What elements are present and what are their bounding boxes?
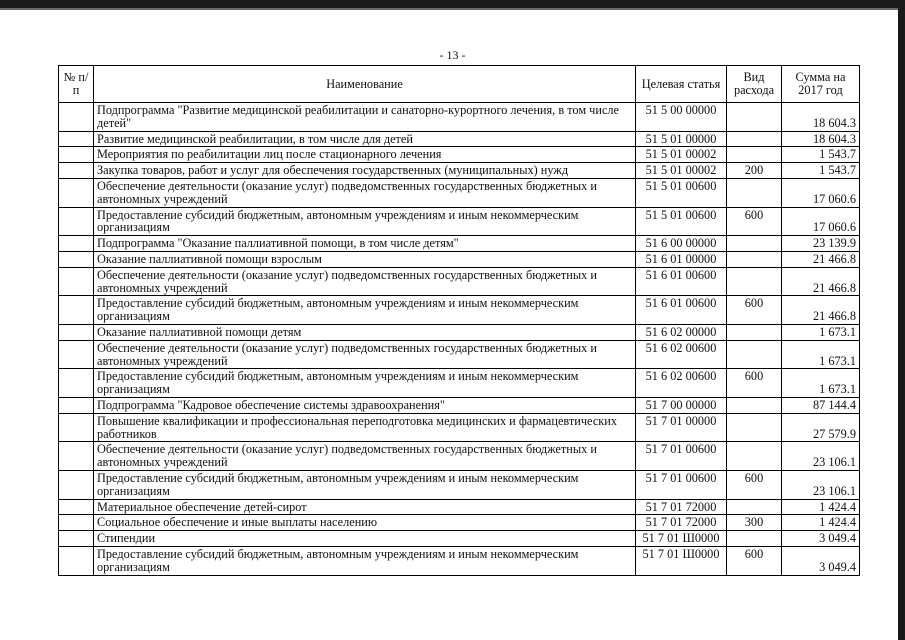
table-row	[59, 397, 860, 413]
row-vid-cell	[727, 236, 782, 252]
table-row	[59, 296, 860, 325]
row-vid-cell	[727, 499, 782, 515]
header-code: Целевая статья	[636, 66, 727, 103]
row-vid-cell	[727, 131, 782, 147]
row-name-cell: Стипендии	[94, 531, 636, 547]
row-code-cell: 51 7 01 Ш0000	[636, 531, 727, 547]
header-vid: Вид расхода	[727, 66, 782, 103]
row-vid-cell	[727, 178, 782, 207]
row-sum-cell: 18 604.3	[782, 103, 860, 132]
row-code-cell: 51 7 01 Ш0000	[636, 546, 727, 575]
row-num-cell	[59, 413, 94, 442]
row-name-cell: Обеспечение деятельности (оказание услуг) подведомственных государственных бюджетных и автономных учреждений	[94, 340, 636, 369]
table-row	[59, 531, 860, 547]
row-sum-cell: 23 139.9	[782, 236, 860, 252]
table-row	[59, 470, 860, 499]
row-num-cell	[59, 531, 94, 547]
row-vid-cell	[727, 413, 782, 442]
row-vid-cell	[727, 442, 782, 471]
header-num: № п/п	[59, 66, 94, 103]
row-code-cell: 51 7 01 00600	[636, 442, 727, 471]
row-name-cell: Обеспечение деятельности (оказание услуг) подведомственных государственных бюджетных и автономных учреждений	[94, 178, 636, 207]
row-num-cell	[59, 442, 94, 471]
row-num-cell	[59, 340, 94, 369]
row-name-cell: Материальное обеспечение детей-сирот	[94, 499, 636, 515]
row-num-cell	[59, 546, 94, 575]
row-num-cell	[59, 103, 94, 132]
row-sum-cell: 1 673.1	[782, 324, 860, 340]
row-name-cell: Подпрограмма "Оказание паллиативной помощи, в том числе детям"	[94, 236, 636, 252]
table-row	[59, 413, 860, 442]
row-name-cell: Повышение квалификации и профессиональная переподготовка медицинских и фармацевтических работников	[94, 413, 636, 442]
row-name-cell: Предоставление субсидий бюджетным, автономным учреждениям и иным некоммерческим организациям	[94, 470, 636, 499]
table-row	[59, 340, 860, 369]
row-num-cell	[59, 499, 94, 515]
row-name-cell: Предоставление субсидий бюджетным, автономным учреждениям и иным некоммерческим организациям	[94, 207, 636, 236]
row-code-cell: 51 5 01 00000	[636, 131, 727, 147]
header-name: Наименование	[94, 66, 636, 103]
page-number: - 13 -	[439, 48, 466, 62]
table-row	[59, 324, 860, 340]
row-name-cell: Оказание паллиативной помощи взрослым	[94, 251, 636, 267]
scan-right-edge	[898, 8, 905, 640]
row-name-cell: Мероприятия по реабилитации лиц после стационарного лечения	[94, 147, 636, 163]
header-sum: Сумма на 2017 год	[782, 66, 860, 103]
row-code-cell: 51 5 01 00002	[636, 163, 727, 179]
row-vid-cell	[727, 103, 782, 132]
row-vid-cell: 600	[727, 369, 782, 398]
row-num-cell	[59, 251, 94, 267]
budget-table	[58, 65, 860, 576]
row-sum-cell: 1 673.1	[782, 340, 860, 369]
row-code-cell: 51 6 01 00000	[636, 251, 727, 267]
row-vid-cell	[727, 531, 782, 547]
row-name-cell: Предоставление субсидий бюджетным, автономным учреждениям и иным некоммерческим организациям	[94, 296, 636, 325]
row-sum-cell: 87 144.4	[782, 397, 860, 413]
row-vid-cell: 600	[727, 470, 782, 499]
row-vid-cell	[727, 147, 782, 163]
row-code-cell: 51 6 02 00000	[636, 324, 727, 340]
row-num-cell	[59, 324, 94, 340]
row-num-cell	[59, 267, 94, 296]
table-row	[59, 178, 860, 207]
row-name-cell: Обеспечение деятельности (оказание услуг) подведомственных государственных бюджетных и автономных учреждений	[94, 442, 636, 471]
row-sum-cell: 3 049.4	[782, 531, 860, 547]
scan-top-edge	[0, 0, 905, 8]
row-code-cell: 51 5 01 00600	[636, 178, 727, 207]
row-vid-cell: 200	[727, 163, 782, 179]
row-code-cell: 51 6 02 00600	[636, 340, 727, 369]
row-sum-cell: 21 466.8	[782, 267, 860, 296]
row-num-cell	[59, 207, 94, 236]
row-vid-cell: 600	[727, 207, 782, 236]
row-code-cell: 51 5 01 00002	[636, 147, 727, 163]
row-vid-cell: 600	[727, 546, 782, 575]
row-num-cell	[59, 163, 94, 179]
table-row	[59, 499, 860, 515]
row-num-cell	[59, 369, 94, 398]
row-code-cell: 51 7 01 00600	[636, 470, 727, 499]
row-vid-cell	[727, 251, 782, 267]
row-code-cell: 51 7 00 00000	[636, 397, 727, 413]
table-row	[59, 369, 860, 398]
row-vid-cell: 300	[727, 515, 782, 531]
row-sum-cell: 1 424.4	[782, 499, 860, 515]
row-name-cell: Подпрограмма "Развитие медицинской реабилитации и санаторно-курортного лечения, в том числе детей"	[94, 103, 636, 132]
table-row	[59, 163, 860, 179]
row-code-cell: 51 6 01 00600	[636, 296, 727, 325]
row-num-cell	[59, 397, 94, 413]
row-name-cell: Социальное обеспечение и иные выплаты населению	[94, 515, 636, 531]
row-sum-cell: 17 060.6	[782, 178, 860, 207]
row-name-cell: Оказание паллиативной помощи детям	[94, 324, 636, 340]
table-row	[59, 147, 860, 163]
row-sum-cell: 21 466.8	[782, 296, 860, 325]
row-name-cell: Развитие медицинской реабилитации, в том числе для детей	[94, 131, 636, 147]
row-sum-cell: 1 543.7	[782, 147, 860, 163]
row-sum-cell: 1 543.7	[782, 163, 860, 179]
row-num-cell	[59, 296, 94, 325]
row-name-cell: Закупка товаров, работ и услуг для обеспечения государственных (муниципальных) нужд	[94, 163, 636, 179]
row-code-cell: 51 6 01 00600	[636, 267, 727, 296]
row-num-cell	[59, 131, 94, 147]
row-code-cell: 51 6 02 00600	[636, 369, 727, 398]
row-sum-cell: 21 466.8	[782, 251, 860, 267]
row-num-cell	[59, 178, 94, 207]
table-row	[59, 131, 860, 147]
row-name-cell: Предоставление субсидий бюджетным, автономным учреждениям и иным некоммерческим организациям	[94, 546, 636, 575]
table-row	[59, 207, 860, 236]
row-code-cell: 51 5 01 00600	[636, 207, 727, 236]
row-sum-cell: 27 579.9	[782, 413, 860, 442]
row-sum-cell: 18 604.3	[782, 131, 860, 147]
table-row	[59, 267, 860, 296]
row-sum-cell: 23 106.1	[782, 442, 860, 471]
table-row	[59, 236, 860, 252]
row-code-cell: 51 7 01 72000	[636, 515, 727, 531]
row-sum-cell: 17 060.6	[782, 207, 860, 236]
scan-top-edge-shadow	[0, 8, 905, 10]
table-header-row	[59, 66, 860, 103]
row-vid-cell	[727, 267, 782, 296]
table-row	[59, 442, 860, 471]
row-sum-cell: 3 049.4	[782, 546, 860, 575]
table-row	[59, 546, 860, 575]
row-code-cell: 51 6 00 00000	[636, 236, 727, 252]
row-code-cell: 51 7 01 00000	[636, 413, 727, 442]
table-body	[59, 103, 860, 576]
row-vid-cell	[727, 324, 782, 340]
row-num-cell	[59, 147, 94, 163]
row-vid-cell	[727, 397, 782, 413]
row-sum-cell: 1 424.4	[782, 515, 860, 531]
row-name-cell: Обеспечение деятельности (оказание услуг) подведомственных государственных бюджетных и автономных учреждений	[94, 267, 636, 296]
row-code-cell: 51 5 00 00000	[636, 103, 727, 132]
row-num-cell	[59, 515, 94, 531]
row-sum-cell: 1 673.1	[782, 369, 860, 398]
row-code-cell: 51 7 01 72000	[636, 499, 727, 515]
row-vid-cell	[727, 340, 782, 369]
table-row	[59, 251, 860, 267]
table-row	[59, 103, 860, 132]
row-num-cell	[59, 236, 94, 252]
row-num-cell	[59, 470, 94, 499]
table-row	[59, 515, 860, 531]
row-name-cell: Подпрограмма "Кадровое обеспечение системы здравоохранения"	[94, 397, 636, 413]
row-sum-cell: 23 106.1	[782, 470, 860, 499]
row-name-cell: Предоставление субсидий бюджетным, автономным учреждениям и иным некоммерческим организациям	[94, 369, 636, 398]
row-vid-cell: 600	[727, 296, 782, 325]
